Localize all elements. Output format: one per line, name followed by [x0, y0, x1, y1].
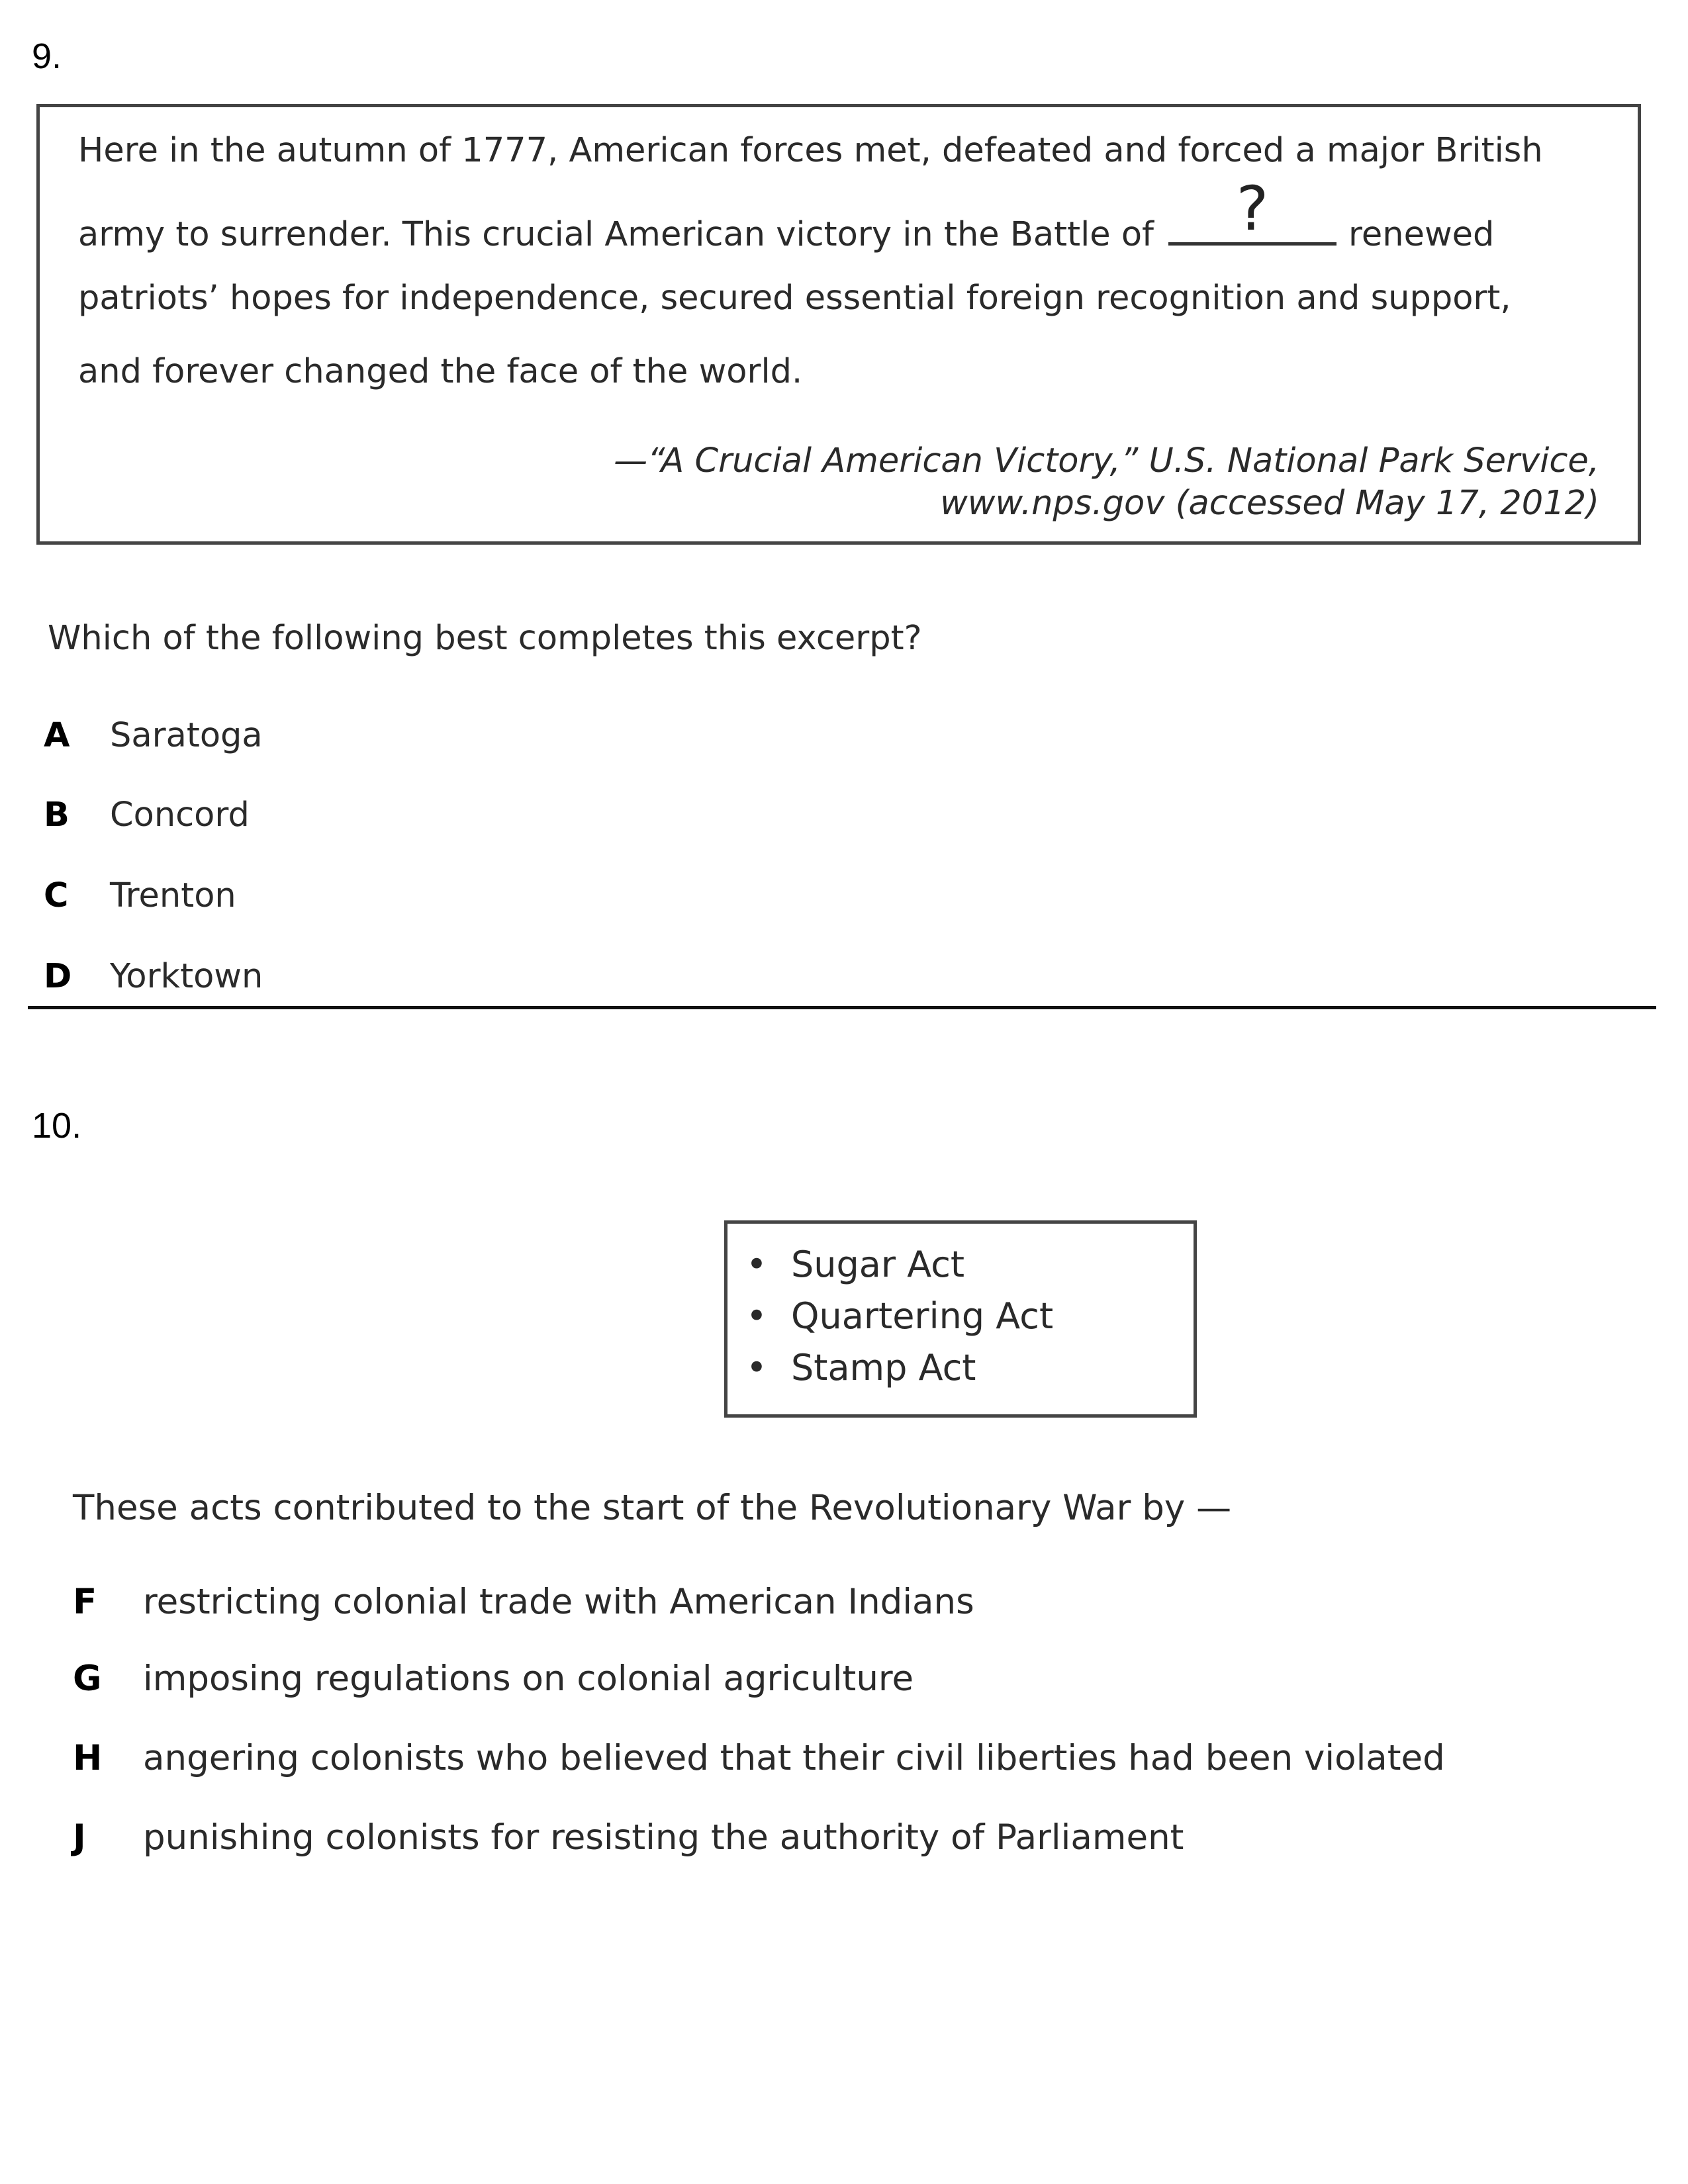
option-h-text: angering colonists who believed that their civil liberties had been violated — [143, 1738, 1445, 1778]
passage-box — [36, 104, 1641, 545]
option-b-letter: B — [44, 796, 70, 835]
bullet-icon: • — [746, 1295, 767, 1337]
passage-line-2-start: army to surrender. This crucial American victory in the Battle of — [78, 215, 1154, 254]
passage-line-2 — [78, 173, 1495, 254]
citation-line-1: —“A Crucial American Victory,” U.S. National Park Service, — [614, 441, 1599, 480]
option-h-letter: H — [73, 1738, 103, 1778]
question-mark: ? — [1236, 173, 1269, 244]
passage-line-4: and forever changed the face of the world. — [78, 352, 803, 391]
question-9-number: 9. — [32, 36, 62, 76]
passage-citation — [614, 440, 1599, 525]
act-label: Stamp Act — [791, 1347, 976, 1388]
option-c-letter: C — [44, 876, 69, 915]
passage-line-2-end: renewed — [1348, 215, 1495, 254]
question-divider — [28, 1006, 1656, 1009]
act-label: Quartering Act — [791, 1295, 1054, 1337]
act-item — [746, 1347, 976, 1388]
question-10-stem: These acts contributed to the start of the Revolutionary War by — — [73, 1488, 1232, 1528]
bullet-icon: • — [746, 1244, 767, 1285]
option-j-text: punishing colonists for resisting the authority of Parliament — [143, 1817, 1184, 1858]
act-item — [746, 1295, 1054, 1337]
act-item — [746, 1244, 965, 1285]
acts-box — [724, 1220, 1197, 1418]
passage-line-1: Here in the autumn of 1777, American forces met, defeated and forced a major British — [78, 131, 1543, 170]
bullet-icon: • — [746, 1347, 767, 1388]
option-g-text: imposing regulations on colonial agriculture — [143, 1659, 914, 1699]
citation-line-2: www.nps.gov (accessed May 17, 2012) — [940, 484, 1599, 523]
option-c-text: Trenton — [110, 876, 236, 915]
option-a-letter: A — [44, 716, 70, 755]
act-label: Sugar Act — [791, 1244, 965, 1285]
option-d-text: Yorktown — [110, 957, 263, 996]
answer-blank — [1168, 173, 1336, 246]
option-a-text: Saratoga — [110, 716, 263, 755]
question-9-stem: Which of the following best completes this excerpt? — [48, 619, 922, 658]
passage-line-3: patriots’ hopes for independence, secured essential foreign recognition and support, — [78, 279, 1511, 318]
option-b-text: Concord — [110, 796, 250, 835]
option-j-letter: J — [73, 1817, 86, 1858]
option-f-text: restricting colonial trade with American Indians — [143, 1582, 974, 1622]
option-g-letter: G — [73, 1659, 102, 1699]
option-d-letter: D — [44, 957, 72, 996]
question-10-number: 10. — [32, 1106, 82, 1146]
option-f-letter: F — [73, 1582, 97, 1622]
